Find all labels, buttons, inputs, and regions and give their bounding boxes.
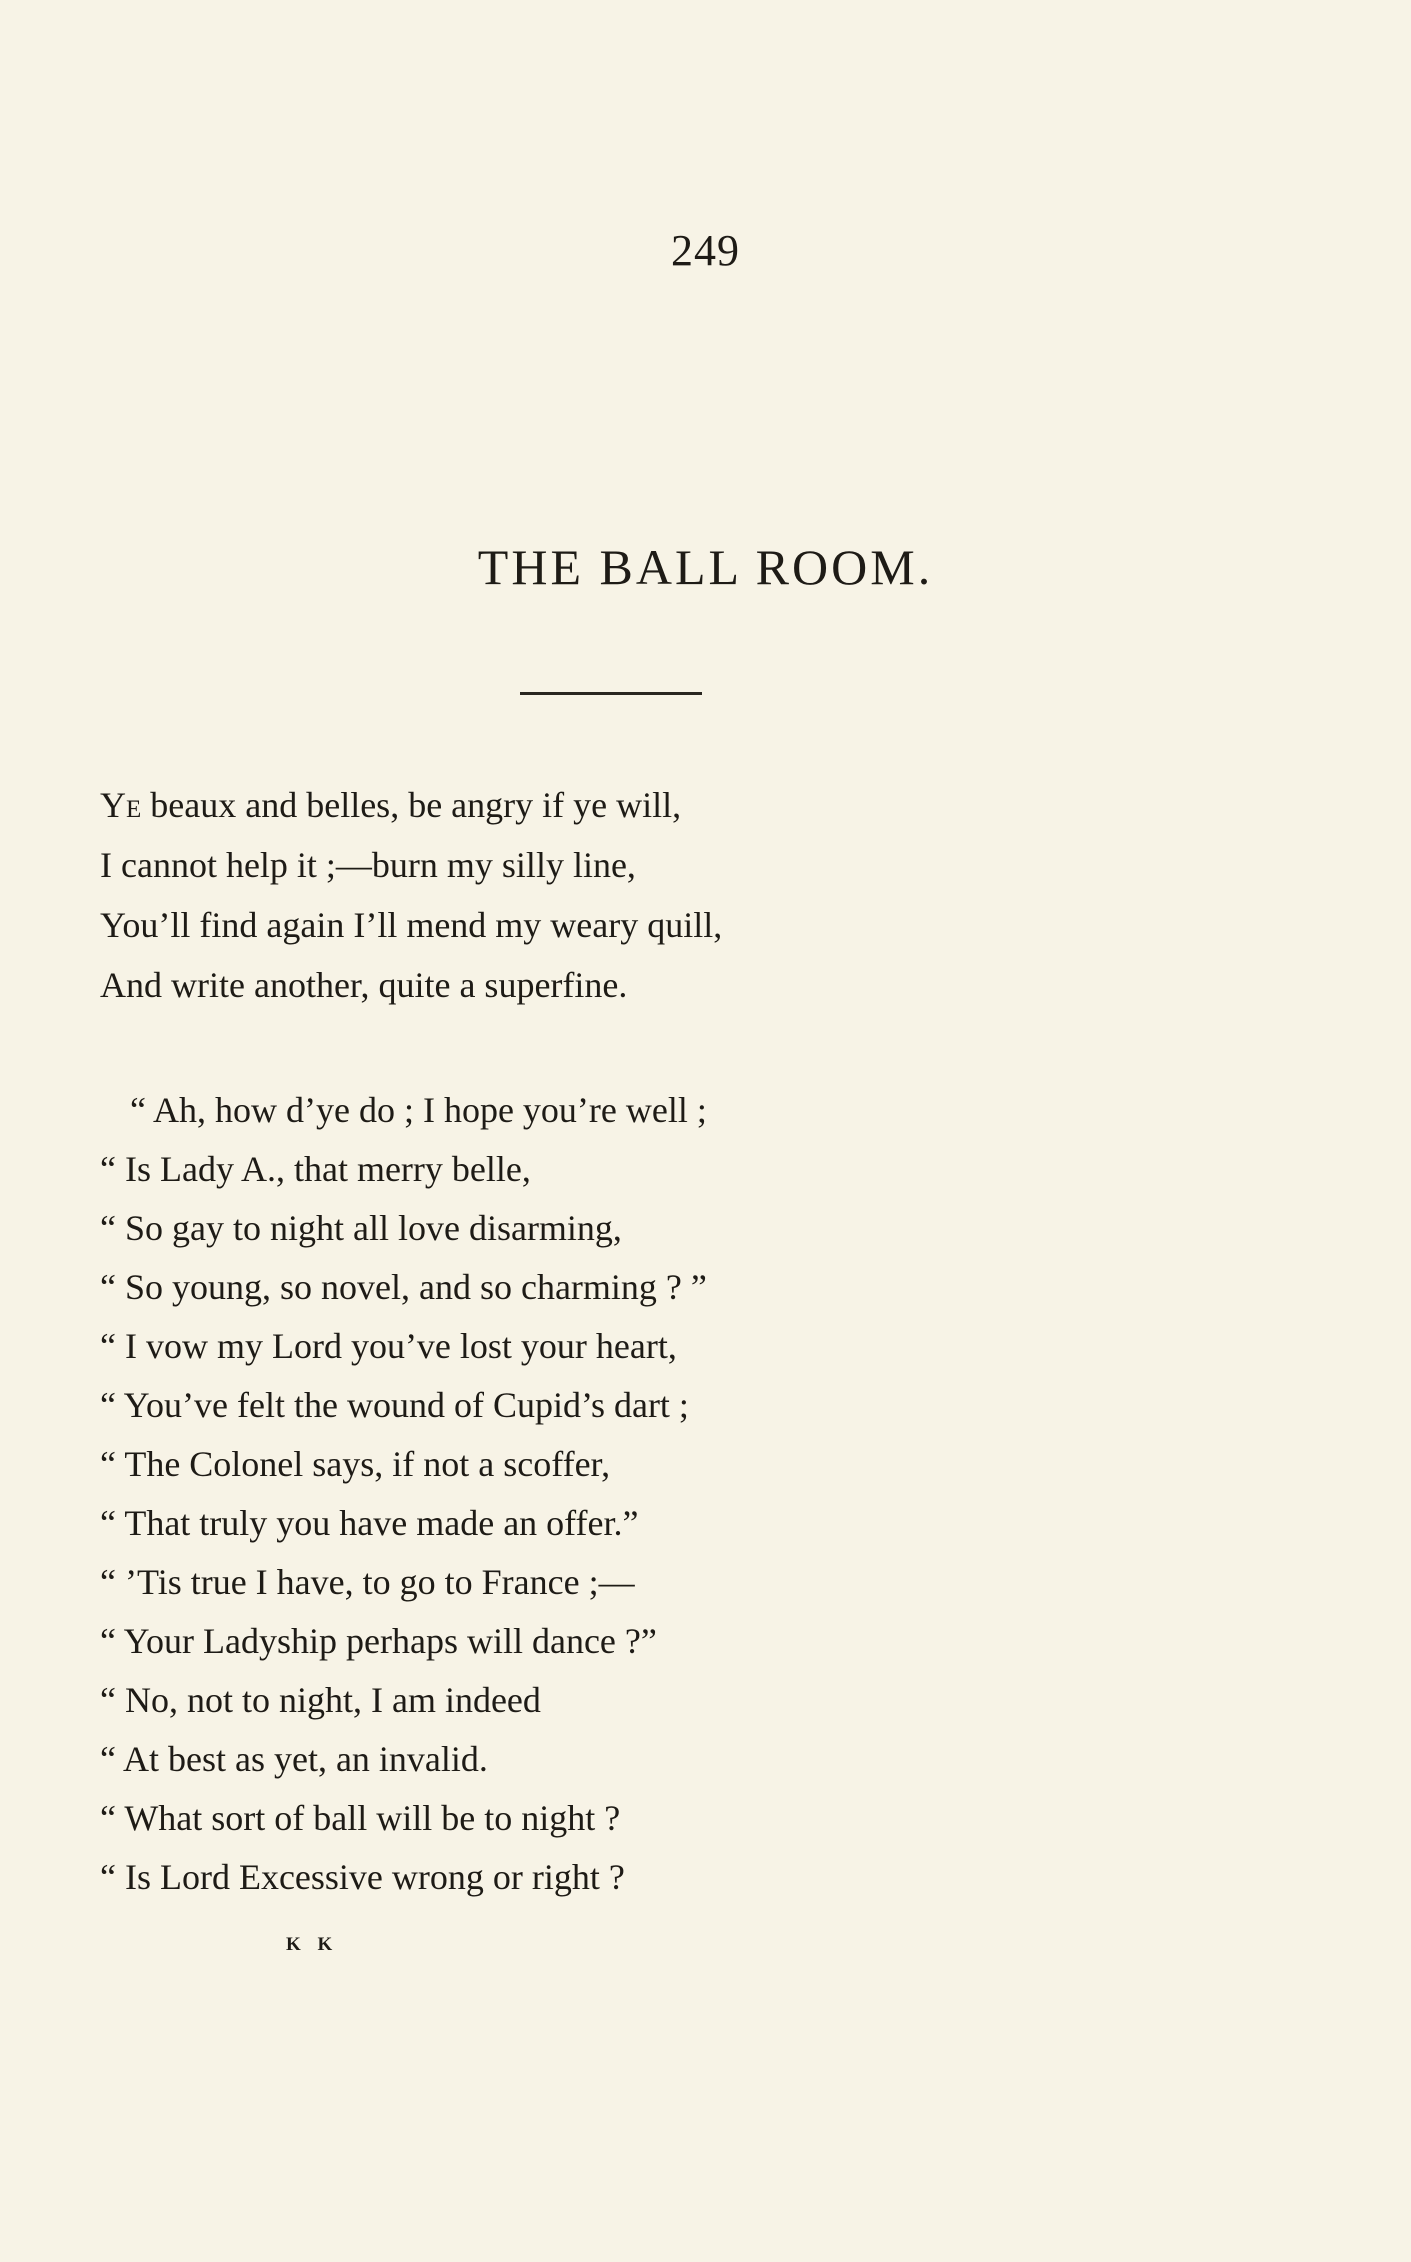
verse-line: “ So gay to night all love disarming,	[100, 1208, 622, 1248]
verse-line: “ I vow my Lord you’ve lost your heart,	[100, 1326, 677, 1366]
poem-title: THE BALL ROOM.	[477, 539, 934, 595]
verse-line: “ At best as yet, an invalid.	[100, 1739, 488, 1779]
verse-line: “ Is Lady A., that merry belle,	[100, 1149, 531, 1189]
verse-line: “ No, not to night, I am indeed	[100, 1680, 541, 1720]
verse-line	[100, 785, 681, 825]
verse-line: “ So young, so novel, and so charming ? ”	[100, 1267, 707, 1307]
verse-line: “ What sort of ball will be to night ?	[100, 1798, 621, 1838]
verse-line: “ The Colonel says, if not a scoffer,	[100, 1444, 611, 1484]
verse-line-text: beaux and belles, be angry if ye will,	[141, 785, 682, 825]
verse-line: “ Your Ladyship perhaps will dance ?”	[100, 1621, 657, 1661]
printer-signature-mark: K K	[286, 1934, 339, 1955]
verse-line: “ ’Tis true I have, to go to France ;—	[100, 1562, 635, 1602]
verse-line: You’ll find again I’ll mend my weary quill,	[100, 905, 723, 945]
verse-line: “ Is Lord Excessive wrong or right ?	[100, 1857, 625, 1897]
page-number: 249	[671, 226, 740, 275]
verse-line-initial: Ye	[100, 785, 142, 825]
verse-line: “ That truly you have made an offer.”	[100, 1503, 639, 1543]
title-divider	[520, 692, 702, 695]
verse-line: “ Ah, how d’ye do ; I hope you’re well ;	[130, 1090, 707, 1130]
verse-line: And write another, quite a superfine.	[100, 965, 628, 1005]
verse-line: “ You’ve felt the wound of Cupid’s dart ;	[100, 1385, 689, 1425]
verse-line: I cannot help it ;—burn my silly line,	[100, 845, 636, 885]
